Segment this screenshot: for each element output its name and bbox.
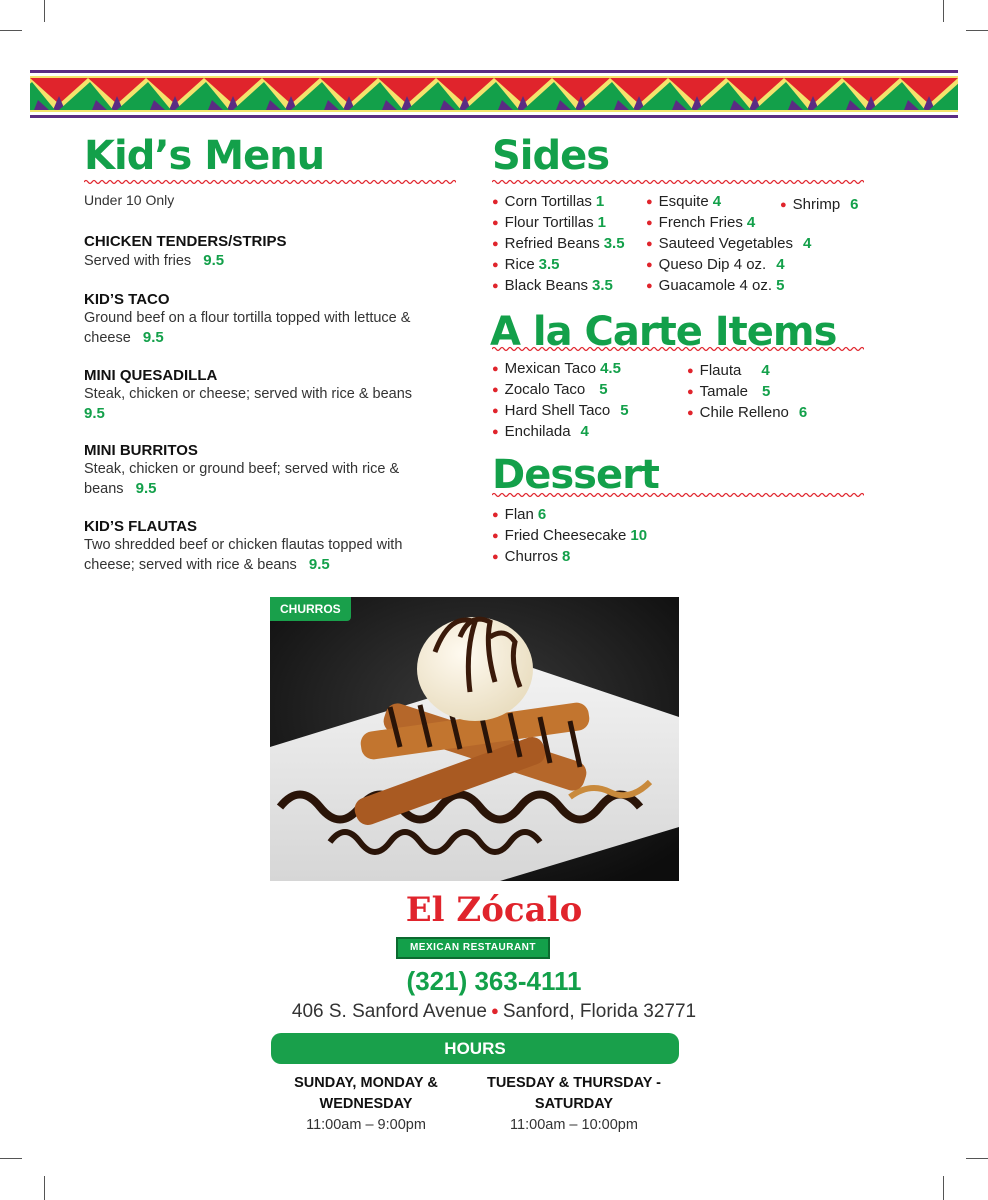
dessert-list (492, 504, 647, 567)
wavy-divider (492, 491, 864, 499)
kids-menu-note: Under 10 Only (84, 192, 175, 208)
menu-item (84, 517, 434, 575)
bullet-icon: ● (492, 405, 499, 417)
item-name: Corn Tortillas (504, 193, 592, 210)
hours-right (474, 1073, 674, 1136)
list-item (492, 233, 625, 254)
item-price: 9.5 (308, 556, 330, 573)
item-name: MINI BURRITOS (84, 442, 198, 459)
bullet-icon: ● (687, 365, 694, 377)
sides-list-3 (780, 194, 859, 215)
item-name: Guacamole 4 oz. (658, 277, 773, 294)
crop-mark (943, 0, 944, 22)
list-item (687, 381, 807, 402)
photo-tag: CHURROS (270, 597, 351, 621)
list-item (492, 421, 629, 442)
item-name: MINI QUESADILLA (84, 367, 218, 384)
bullet-icon: ● (492, 238, 499, 250)
item-name: Black Beans (504, 277, 589, 294)
item-price: 6 (537, 506, 547, 523)
bullet-icon: ● (492, 280, 499, 292)
restaurant-logo-name: El Zócalo (405, 890, 583, 930)
item-name: Refried Beans (504, 235, 600, 252)
list-item (492, 358, 629, 379)
bullet-icon: ● (646, 196, 653, 208)
menu-item (84, 441, 414, 499)
menu-item (84, 290, 444, 348)
bullet-icon: ● (492, 363, 499, 375)
list-item (646, 254, 811, 275)
item-price: 4.5 (600, 360, 621, 377)
list-item (492, 254, 625, 275)
item-price: 3.5 (592, 277, 613, 294)
phone-number[interactable]: (321) 363-4111 (406, 966, 582, 996)
item-price: 4 (746, 214, 756, 231)
hours-days: SUNDAY, MONDAY & WEDNESDAY (294, 1075, 438, 1112)
item-name: Chile Relleno (699, 404, 789, 421)
item-price: 9.5 (142, 329, 164, 346)
churros-photo (270, 597, 679, 881)
item-price: 6 (850, 196, 859, 213)
bullet-icon: ● (492, 426, 499, 438)
list-item (780, 194, 859, 215)
item-price: 9.5 (135, 480, 157, 497)
item-desc: Two shredded beef or chicken flautas topped with cheese; served with rice & beans (84, 537, 403, 573)
sides-title: Sides (492, 133, 610, 179)
hours-days: TUESDAY & THURSDAY - SATURDAY (486, 1075, 662, 1112)
item-price: 4 (712, 193, 722, 210)
item-name: Flour Tortillas (504, 214, 594, 231)
item-desc: Served with fries (84, 253, 192, 269)
bullet-icon: ● (646, 259, 653, 271)
list-item (687, 360, 807, 381)
crop-mark (44, 1176, 45, 1200)
restaurant-logo-subtitle: MEXICAN RESTAURANT (396, 937, 550, 959)
item-price: 5 (762, 383, 771, 400)
crop-mark (966, 30, 988, 31)
menu-item (84, 366, 444, 424)
list-item (687, 402, 807, 423)
bullet-icon: ● (687, 386, 694, 398)
item-name: Flan (504, 506, 534, 523)
bullet-icon: ● (492, 509, 499, 521)
item-desc: Ground beef on a flour tortilla topped with lettuce & cheese (84, 310, 411, 346)
item-price: 10 (630, 527, 648, 544)
bullet-icon: ● (687, 407, 694, 419)
item-name: Esquite (658, 193, 709, 210)
hours-left (266, 1073, 466, 1136)
bullet-icon: ● (492, 196, 499, 208)
address (0, 1001, 988, 1023)
item-price: 4 (802, 235, 812, 252)
bullet-icon: ● (492, 217, 499, 229)
crop-mark (966, 1158, 988, 1159)
bullet-icon: ● (492, 551, 499, 563)
item-name: KID’S FLAUTAS (84, 518, 198, 535)
hours-time: 11:00am – 9:00pm (306, 1117, 426, 1133)
item-price: 8 (562, 548, 571, 565)
sides-list-1 (492, 191, 625, 296)
item-name: Queso Dip 4 oz. (658, 256, 767, 273)
hours-heading: HOURS (271, 1033, 679, 1064)
separator-dot-icon: ● (490, 1003, 499, 1018)
list-item (492, 275, 625, 296)
bullet-icon: ● (492, 259, 499, 271)
list-item (492, 191, 625, 212)
item-name: Shrimp (792, 196, 841, 213)
item-name: Rice (504, 256, 535, 273)
address-street: 406 S. Sanford Avenue (291, 1001, 487, 1022)
item-name: Sauteed Vegetables (658, 235, 793, 252)
item-desc: Steak, chicken or cheese; served with rice & beans (84, 386, 413, 402)
item-name: KID’S TACO (84, 291, 170, 308)
bullet-icon: ● (780, 199, 787, 211)
crop-mark (44, 0, 45, 22)
alacarte-list-2 (687, 360, 807, 423)
list-item (492, 504, 647, 525)
menu-item (84, 232, 444, 271)
list-item (492, 400, 629, 421)
crop-mark (943, 1176, 944, 1200)
item-price: 6 (798, 404, 808, 421)
bullet-icon: ● (646, 280, 653, 292)
wavy-divider (492, 178, 864, 186)
item-name: Tamale (699, 383, 749, 400)
hours-time: 11:00am – 10:00pm (510, 1117, 638, 1133)
wavy-divider (84, 178, 456, 186)
dessert-title: Dessert (492, 452, 659, 498)
item-price: 5 (620, 402, 629, 419)
crop-mark (0, 30, 22, 31)
bullet-icon: ● (646, 217, 653, 229)
list-item (646, 275, 811, 296)
kids-menu-title: Kid’s Menu (84, 133, 325, 179)
item-name: Hard Shell Taco (504, 402, 611, 419)
item-price: 9.5 (84, 405, 105, 422)
item-name: Fried Cheesecake (504, 527, 627, 544)
item-price: 4 (761, 362, 770, 379)
item-price: 3.5 (538, 256, 560, 273)
churros-illustration (270, 597, 679, 881)
item-price: 9.5 (203, 252, 225, 269)
item-desc: Steak, chicken or ground beef; served with rice & beans (84, 461, 400, 497)
item-name: Flauta (699, 362, 742, 379)
item-price: 5 (599, 381, 608, 398)
list-item (492, 379, 629, 400)
item-name: Zocalo Taco (504, 381, 586, 398)
item-name: Enchilada (504, 423, 571, 440)
list-item (646, 212, 811, 233)
item-price: 1 (597, 214, 606, 231)
list-item (492, 546, 647, 567)
item-name: French Fries (658, 214, 743, 231)
item-price: 5 (776, 277, 785, 294)
item-price: 4 (580, 423, 589, 440)
bullet-icon: ● (646, 238, 653, 250)
item-price: 4 (776, 256, 785, 273)
item-name: Mexican Taco (504, 360, 597, 377)
list-item (492, 212, 625, 233)
address-city: Sanford, Florida 32771 (502, 1001, 697, 1022)
alacarte-list-1 (492, 358, 629, 442)
wavy-divider (492, 345, 864, 353)
item-name: Churros (504, 548, 559, 565)
item-price: 1 (595, 193, 605, 210)
item-name: CHICKEN TENDERS/STRIPS (84, 233, 287, 250)
crop-mark (0, 1158, 22, 1159)
bullet-icon: ● (492, 530, 499, 542)
list-item (492, 525, 647, 546)
bullet-icon: ● (492, 384, 499, 396)
list-item (646, 233, 811, 254)
alacarte-title: A la Carte Items (490, 309, 837, 355)
aztec-pattern-banner (30, 70, 958, 118)
item-price: 3.5 (603, 235, 625, 252)
